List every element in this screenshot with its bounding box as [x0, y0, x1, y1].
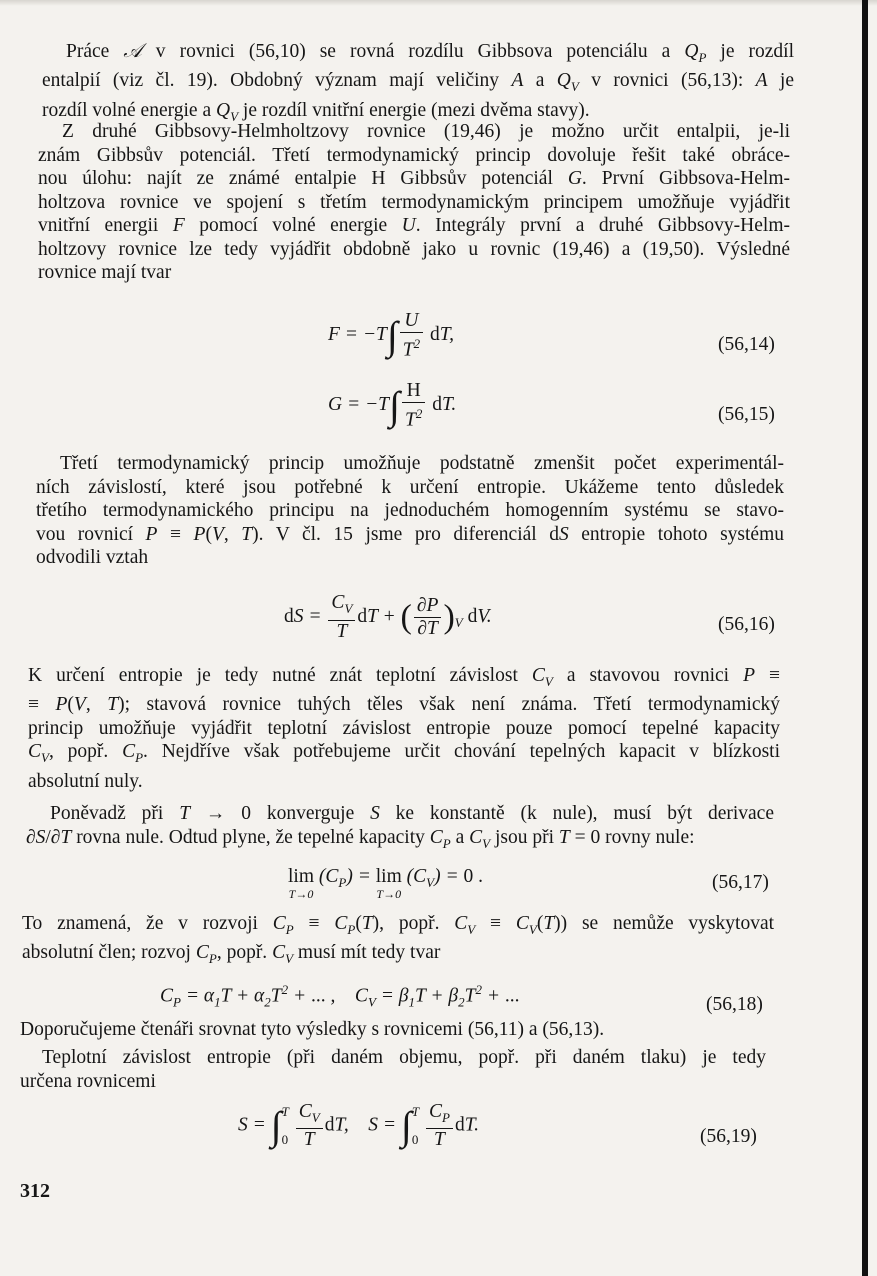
- equation-56-18: $C_P = \alpha_1T + \alpha_2T^2$ + ... , $C_V = \beta_1T + \beta_2T^2$ + ...: [160, 982, 520, 1010]
- page-top-shadow: [0, 0, 877, 6]
- page-edge: [862, 0, 868, 1276]
- text-line: nou úlohu: najít ze známé entalpie H Gibbsův potenciál G. První Gibbsova-Helm-: [38, 168, 791, 189]
- text-line: odvodili vztah: [36, 547, 149, 568]
- equation-56-15: G = −T∫ $\frac{H}{T^2}$ dT.: [328, 380, 457, 431]
- paragraph-6: [22, 912, 774, 971]
- text-line: Třetí termodynamický princip umožňuje podstatně zmenšit počet experimentál-: [60, 453, 784, 474]
- text-line: holtzova rovnice ve spojení s třetím termodynamickým principem umožňuje vyjádřit: [38, 191, 790, 213]
- paragraph-1: [42, 40, 794, 128]
- equation-56-17: lim T→0 $(C_P) = \lim$ T→0 $(C_V) = 0$ .: [288, 866, 483, 901]
- text-line: ≡ P(V, T); stavová rovnice tuhých těles však není známa. Třetí termodynamický: [28, 694, 781, 716]
- text-line: holtzovy rovnice lze tedy vyjádřit obdobně jako u rovnic (19,46) a (19,50). Výsledné: [38, 238, 790, 260]
- text-line: Z druhé Gibbsovy-Helmholtzovy rovnice (19,46) je možno určit entalpii, je-li: [62, 121, 790, 142]
- text-line: princip umožňuje vyjádřit teplotní závislost entropie pouze pomocí tepelné kapacity: [28, 717, 780, 739]
- paragraph-4: [28, 664, 780, 793]
- text-line: To znamená, že v rozvoji $C_P \equiv C_P(T)$, popř. $C_V \equiv C_V(T)$) se nemůže vyskytovat: [22, 913, 775, 937]
- equation-number: (56,15): [718, 404, 775, 425]
- text-line: entalpií (viz čl. 19). Obdobný význam mají veličiny A a $Q_V$ v rovnici (56,13): A je: [42, 70, 794, 95]
- equation-number: (56,14): [718, 334, 775, 355]
- text-line: $C_V$, popř. $C_P$. Nejdříve však potřebujeme určit chování tepelných kapacit v blízkosti: [28, 741, 780, 766]
- text-line: Teplotní závislost entropie (při daném objemu, popř. při daném tlaku) je tedy: [42, 1047, 766, 1068]
- text-line: Poněvadž při T → 0 konverguje S ke konstantě (k nule), musí být derivace: [50, 803, 774, 824]
- text-line: rovnice mají tvar: [38, 262, 172, 283]
- text-line: vou rovnicí P ≡ P(V, T). V čl. 15 jsme pro diferenciál dS entropie tohoto systému: [36, 523, 784, 545]
- paragraph-2: [38, 120, 790, 285]
- text-line: určena rovnicemi: [20, 1070, 156, 1092]
- text-line: vnitřní energii F pomocí volné energie U. Integrály první a druhé Gibbsovy-Helm-: [38, 215, 790, 236]
- text-line: Práce 𝒜 v rovnici (56,10) se rovná rozdílu Gibbsova potenciálu a $Q_P$ je rozdíl: [66, 41, 794, 65]
- paragraph-7: [20, 1018, 760, 1042]
- text-line: absolutní nuly.: [28, 770, 143, 792]
- equation-56-19: S = ∫ T 0 $\frac{C_V}{T}$ dT, S = ∫ T 0 $\frac{C_P}{T}$ dT.: [238, 1100, 479, 1151]
- text-line: znám Gibbsův potenciál. Třetí termodynamický princip dovoluje řešit také obráce-: [38, 144, 790, 166]
- text-line: ∂S/∂T rovna nule. Odtud plyne, že tepelné kapacity $C_P$ a $C_V$ jsou při T = 0 rovny nule:: [26, 826, 695, 851]
- equation-56-14: F = −T∫ $\frac{U}{T^2}$ dT,: [328, 310, 455, 361]
- text-line: třetího termodynamického principu na jednoduchém homogenním systému se stavo-: [36, 500, 784, 521]
- page-number: 312: [20, 1180, 50, 1202]
- paragraph-8: [20, 1046, 766, 1093]
- equation-number: (56,18): [706, 994, 763, 1015]
- text-line: Doporučujeme čtenáři srovnat tyto výsledky s rovnicemi (56,11) a (56,13).: [20, 1019, 605, 1040]
- equation-56-16: dS = $\frac{C_V}{T}$ dT + ( $\frac{\partial P}{\partial T}$ )$_V$ dV.: [284, 592, 492, 642]
- equation-number: (56,16): [718, 614, 775, 635]
- text-line: ních závislostí, které jsou potřebné k určení entropie. Ukážeme tento důsledek: [36, 476, 784, 498]
- paragraph-5: [26, 802, 774, 855]
- equation-number: (56,19): [700, 1126, 757, 1147]
- paragraph-3: [36, 452, 784, 570]
- text-line: K určení entropie je tedy nutné znát teplotní závislost $C_V$ a stavovou rovnici P ≡: [28, 665, 781, 689]
- equation-number: (56,17): [712, 872, 769, 893]
- text-line: absolutní člen; rozvoj $C_P$, popř. $C_V$ musí mít tedy tvar: [22, 942, 441, 967]
- text-line: rozdíl volné energie a $Q_V$ je rozdíl vnitřní energie (mezi dvěma stavy).: [42, 99, 590, 124]
